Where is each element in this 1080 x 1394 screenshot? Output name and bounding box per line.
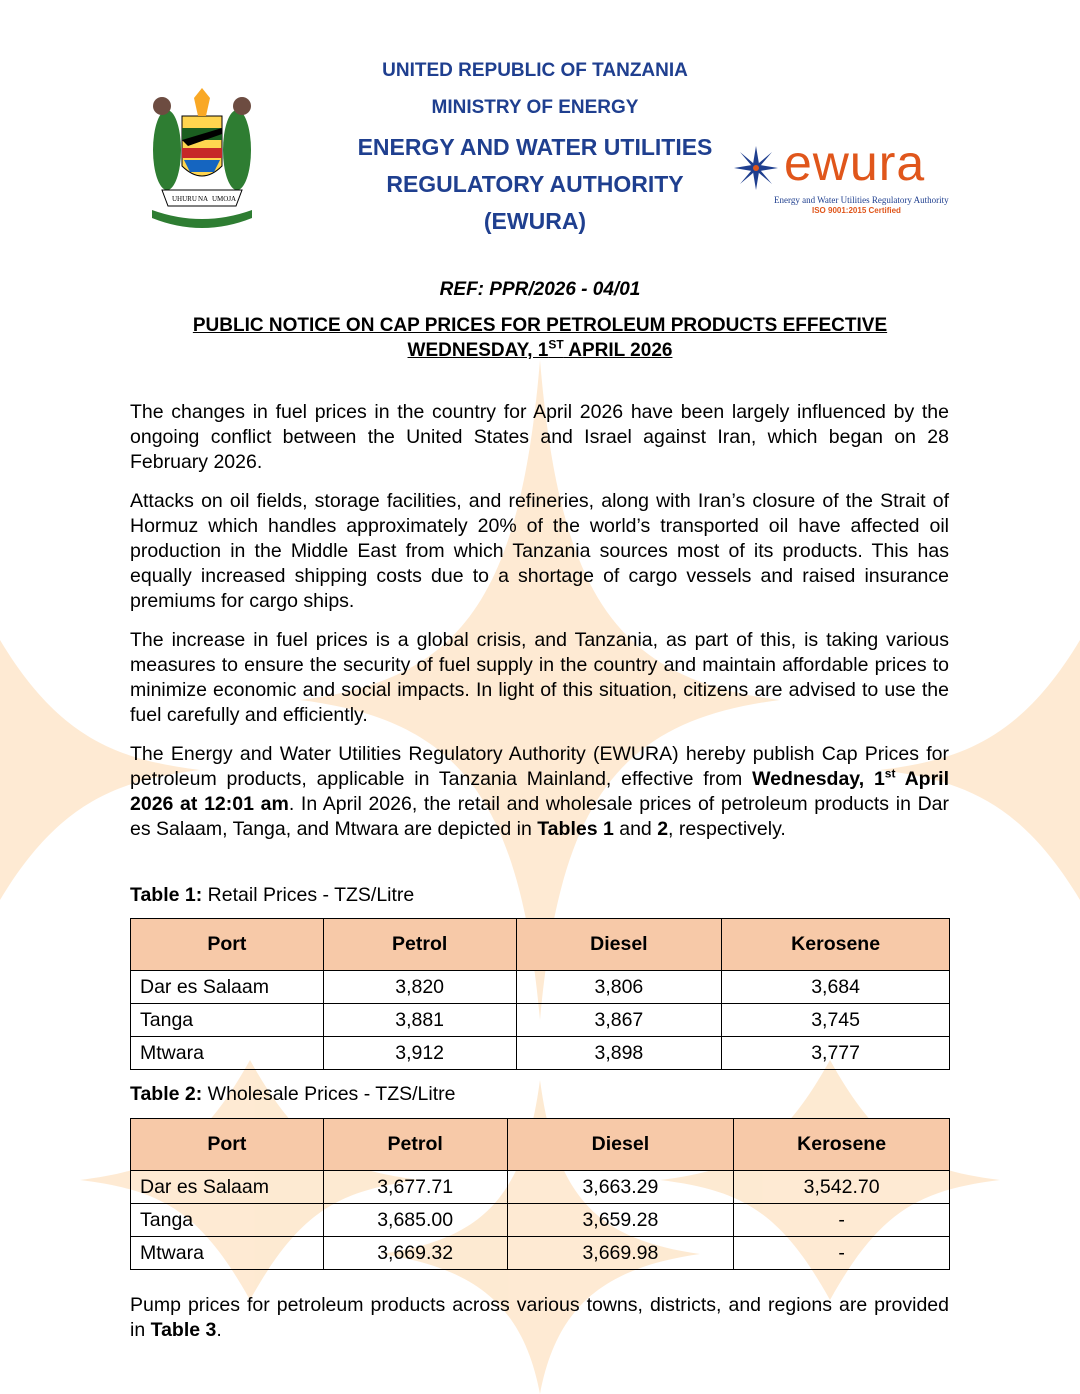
ewura-logo-iso: ISO 9001:2015 Certified bbox=[812, 206, 901, 215]
cell-petrol: 3,669.32 bbox=[323, 1237, 507, 1270]
paragraph-1: The changes in fuel prices in the country for April 2026 have been largely influenced by the ongoing conflict between the United States and Israel against Iran, which began on 28 February 2026. bbox=[130, 401, 949, 473]
wholesale-prices-table bbox=[130, 1118, 950, 1270]
p4-bold-date: Wednesday, 1 bbox=[752, 768, 885, 790]
paragraph-4 bbox=[130, 742, 949, 842]
p4-bold-ordinal: st bbox=[884, 766, 896, 781]
header-kerosene: Kerosene bbox=[734, 1119, 950, 1171]
cell-kerosene: 3,777 bbox=[722, 1037, 950, 1070]
cell-port: Mtwara bbox=[131, 1237, 324, 1270]
cell-petrol: 3,677.71 bbox=[323, 1171, 507, 1204]
header-kerosene: Kerosene bbox=[722, 919, 950, 971]
title-date-weekday: WEDNESDAY, 1 bbox=[407, 340, 549, 361]
table-row bbox=[131, 1204, 950, 1237]
header-port: Port bbox=[131, 919, 324, 971]
cell-petrol: 3,881 bbox=[323, 1004, 516, 1037]
ewura-logo-tagline: Energy and Water Utilities Regulatory Authority bbox=[774, 195, 949, 205]
cell-diesel: 3,867 bbox=[516, 1004, 722, 1037]
cell-petrol: 3,820 bbox=[323, 971, 516, 1004]
paragraph-5 bbox=[130, 1293, 949, 1343]
cell-diesel: 3,669.98 bbox=[507, 1237, 734, 1270]
table-header-row bbox=[131, 919, 950, 971]
p5-bold-table3: Table 3 bbox=[150, 1319, 217, 1341]
p4-bold-tables: Tables 1 bbox=[537, 818, 614, 840]
cell-port: Tanga bbox=[131, 1204, 324, 1237]
cell-kerosene: 3,684 bbox=[722, 971, 950, 1004]
ewura-logo bbox=[730, 135, 950, 220]
header-country: UNITED REPUBLIC OF TANZANIA bbox=[382, 60, 688, 81]
p4-text-1: The Energy and Water Utilities Regulatory Authority (EWURA) hereby publish Cap Prices for petroleum products, applicable in Tanzania Mainland, effective from bbox=[130, 743, 949, 790]
table2-caption bbox=[130, 1083, 455, 1106]
table2-caption-label: Table 2: bbox=[130, 1083, 203, 1105]
paragraph-3: The increase in fuel prices is a global crisis, and Tanzania, as part of this, is taking various measures to ensure the security of fuel supply in the country and maintain affordable prices to minimize economic and social impacts. In light of this situation, citizens are advised to use the fuel carefully and efficiently. bbox=[130, 629, 949, 726]
cell-kerosene: 3,745 bbox=[722, 1004, 950, 1037]
p4-bold-table2: 2 bbox=[657, 818, 669, 840]
header-petrol: Petrol bbox=[323, 1119, 507, 1171]
header-authority-line2: REGULATORY AUTHORITY bbox=[386, 171, 684, 197]
p4-text-3: and bbox=[613, 818, 658, 840]
table-row bbox=[131, 1237, 950, 1270]
motto-word-1: UHURU bbox=[172, 195, 197, 203]
table-row bbox=[131, 1171, 950, 1204]
reference-number: REF: PPR/2026 - 04/01 bbox=[439, 279, 641, 300]
table2-caption-text: Wholesale Prices - TZS/Litre bbox=[202, 1083, 456, 1105]
cell-diesel: 3,663.29 bbox=[507, 1171, 734, 1204]
header-diesel: Diesel bbox=[516, 919, 722, 971]
paragraph-2: Attacks on oil fields, storage facilities, and refineries, along with Iran’s closure of the Strait of Hormuz which handles approximately 20% of the world’s transported oil have affected oil production in the Middle East from which Tanzania sources most of its products. This has equally increased shipping costs due to a shortage of cargo vessels and raised insurance premiums for cargo ships. bbox=[130, 490, 949, 612]
retail-prices-table bbox=[130, 918, 950, 1070]
cell-diesel: 3,659.28 bbox=[507, 1204, 734, 1237]
notice-title-line2 bbox=[130, 338, 950, 363]
cell-diesel: 3,898 bbox=[516, 1037, 722, 1070]
p5-text-2: . bbox=[216, 1319, 222, 1341]
cell-port: Dar es Salaam bbox=[131, 971, 324, 1004]
p4-text-4: , respectively. bbox=[668, 818, 786, 840]
header-petrol: Petrol bbox=[323, 919, 516, 971]
table1-caption-label: Table 1: bbox=[130, 884, 203, 906]
ewura-logo-word: ewura bbox=[784, 135, 926, 191]
ewura-star-icon bbox=[732, 144, 780, 192]
coat-of-arms-emblem bbox=[132, 88, 272, 238]
cell-port: Mtwara bbox=[131, 1037, 324, 1070]
p5-text-1: Pump prices for petroleum products across various towns, districts, and regions are provided in bbox=[130, 1294, 949, 1341]
table1-caption bbox=[130, 884, 414, 907]
notice-title bbox=[130, 313, 950, 363]
header-authority-line1: ENERGY AND WATER UTILITIES bbox=[357, 134, 713, 160]
cell-petrol: 3,912 bbox=[323, 1037, 516, 1070]
p4-text-2: . In April 2026, the retail and wholesale prices of petroleum products in Dar es Salaam, Tanga, and Mtwara are depicted in bbox=[130, 793, 950, 840]
header-ministry: MINISTRY OF ENERGY bbox=[431, 97, 639, 118]
cell-kerosene: 3,542.70 bbox=[734, 1171, 950, 1204]
table-row bbox=[131, 971, 950, 1004]
p4-bold-time: April 2026 at 12:01 am bbox=[130, 768, 949, 815]
header-diesel: Diesel bbox=[507, 1119, 734, 1171]
cell-diesel: 3,806 bbox=[516, 971, 722, 1004]
table-row bbox=[131, 1004, 950, 1037]
cell-kerosene: - bbox=[734, 1204, 950, 1237]
cell-port: Tanga bbox=[131, 1004, 324, 1037]
header-port: Port bbox=[131, 1119, 324, 1171]
motto-word-3: UMOJA bbox=[212, 195, 237, 203]
title-date-month: APRIL 2026 bbox=[563, 340, 673, 361]
cell-kerosene: - bbox=[734, 1237, 950, 1270]
notice-title-line1: PUBLIC NOTICE ON CAP PRICES FOR PETROLEUM PRODUCTS EFFECTIVE bbox=[192, 315, 888, 336]
cell-petrol: 3,685.00 bbox=[323, 1204, 507, 1237]
header-authority-acronym: (EWURA) bbox=[483, 208, 587, 234]
title-date-ordinal: ST bbox=[548, 337, 564, 352]
table-header-row bbox=[131, 1119, 950, 1171]
table1-caption-text: Retail Prices - TZS/Litre bbox=[202, 884, 415, 906]
cell-port: Dar es Salaam bbox=[131, 1171, 324, 1204]
motto-word-2: NA bbox=[198, 195, 209, 203]
table-row bbox=[131, 1037, 950, 1070]
